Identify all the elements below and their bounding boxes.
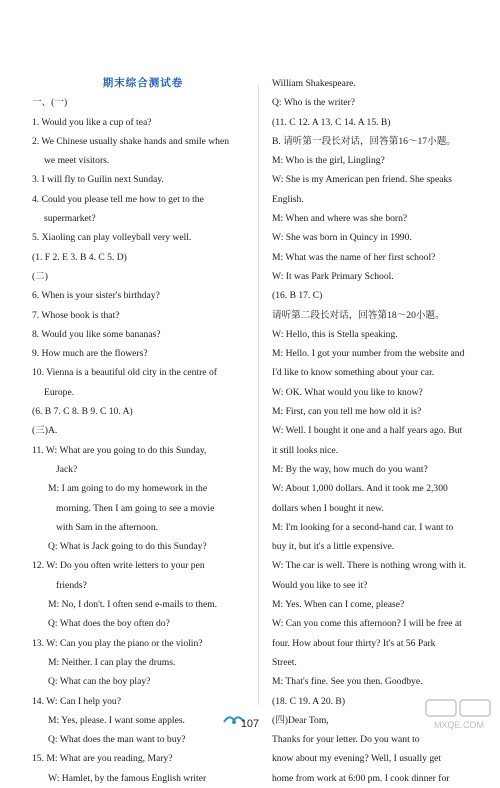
left-line: 12. W: Do you often write letters to your pen [32, 560, 205, 572]
right-line: (18. C 19. A 20. B) [272, 695, 346, 707]
left-line: 10. Vienna is a beautiful old city in the centre of [32, 367, 217, 379]
right-text-block [272, 74, 472, 788]
left-line: 11. W: What are you going to do this Sunday, [32, 444, 207, 456]
left-line: M: I am going to do my homework in the [48, 483, 208, 495]
right-line: W: Hello, this is Stella speaking. [272, 328, 398, 340]
left-line: Q: What does the man want to buy? [48, 734, 186, 746]
left-line: 15. M: What are you reading, Mary? [32, 753, 173, 765]
right-line: (11. C 12. A 13. C 14. A 15. B) [272, 116, 391, 128]
left-line: 一、(一) [32, 97, 68, 109]
right-line: M: Yes. When can I come, please? [272, 599, 405, 611]
left-line: with Sam in the afternoon. [56, 521, 159, 533]
left-line: Europe. [44, 386, 75, 398]
right-line: W: About 1,000 dollars. And it took me 2,300 [272, 483, 448, 495]
right-line: Q: Who is the writer? [272, 97, 355, 109]
right-column [272, 0, 472, 788]
left-line: W: Hamlet, by the famous English writer [48, 772, 207, 784]
left-line: M: Yes, please. I want some apples. [48, 714, 185, 726]
left-line: M: No, I don't. I often send e-mails to them. [48, 599, 218, 611]
right-line: M: I'm looking for a second-hand car. I want to [272, 521, 454, 533]
right-line: William Shakespeare. [272, 78, 356, 89]
left-line: Jack? [56, 463, 78, 475]
right-line: it still looks nice. [272, 444, 339, 456]
right-line: Thanks for your letter. Do you want to [272, 734, 420, 746]
right-line: (四)Dear Tom, [272, 714, 329, 726]
left-line: friends? [56, 579, 87, 591]
right-line: W: She was born in Quincy in 1990. [272, 232, 412, 244]
left-line: M: Neither. I can play the drums. [48, 656, 176, 668]
right-line: M: When and where was she born? [272, 213, 408, 225]
right-line: home from work at 6:00 pm. I cook dinner for [272, 772, 450, 784]
right-line: buy it, but it's a little expensive. [272, 541, 395, 553]
left-line: Q: What does the boy often do? [48, 618, 170, 630]
left-line: 9. How much are the flowers? [32, 348, 148, 360]
left-line: 5. Xiaoling can play volleyball very well. [32, 232, 192, 244]
right-line: W: OK. What would you like to know? [272, 386, 423, 398]
right-line: M: That's fine. See you then. Goodbye. [272, 676, 423, 688]
right-line: W: Well. I bought it one and a half years ago. But [272, 425, 463, 437]
left-line: Q: What can the boy play? [48, 676, 151, 688]
right-line: M: What was the name of her first school? [272, 251, 436, 263]
right-line: I'd like to know something about your car. [272, 367, 435, 379]
right-line: (16. B 17. C) [272, 290, 323, 302]
left-line: (1. F 2. E 3. B 4. C 5. D) [32, 251, 127, 263]
left-line: supermarket? [44, 213, 96, 225]
left-line: 2. We Chinese usually shake hands and smile when [32, 135, 230, 147]
watermark-logo-icon [424, 698, 494, 732]
right-line: W: The car is well. There is nothing wrong with it. [272, 560, 467, 572]
left-line: 7. Whose book is that? [32, 309, 120, 321]
left-line: morning. Then I am going to see a movie [56, 502, 215, 514]
right-line: dollars when I bought it new. [272, 502, 384, 514]
right-line: M: First, can you tell me how old it is? [272, 406, 422, 418]
left-text-block [32, 93, 254, 788]
section-title: 期末综合测试卷 [102, 77, 184, 89]
right-line: four. How about four thirty? It's at 56 Park [272, 637, 436, 649]
right-line: Would you like to see it? [272, 579, 368, 591]
right-line: Street. [272, 656, 297, 668]
left-column [32, 0, 254, 788]
left-line: 1. Would you like a cup of tea? [32, 116, 152, 128]
left-line: 3. I will fly to Guilin next Sunday. [32, 174, 164, 186]
left-line: (二) [32, 270, 48, 282]
left-line: Q: What is Jack going to do this Sunday? [48, 541, 207, 553]
left-line: 14. W: Can I help you? [32, 695, 121, 707]
page-number: 107 [240, 718, 260, 730]
right-line: W: Can you come this afternoon? I will be free at [272, 618, 462, 630]
right-line: English. [272, 193, 304, 205]
left-line: 6. When is your sister's birthday? [32, 290, 160, 302]
left-line: (6. B 7. C 8. B 9. C 10. A) [32, 406, 133, 418]
right-line: 请听第二段长对话，回答第18～20小题。 [272, 309, 445, 321]
left-line: we meet visitors. [44, 155, 110, 167]
left-line: 8. Would you like some bananas? [32, 328, 161, 340]
left-line: 13. W: Can you play the piano or the violin? [32, 637, 203, 649]
right-line: M: By the way, how much do you want? [272, 463, 428, 475]
right-line: M: Who is the girl, Lingling? [272, 155, 385, 167]
left-line: 4. Could you please tell me how to get to the [32, 193, 204, 205]
right-line: M: Hello. I got your number from the website and [272, 348, 465, 360]
right-line: B. 请听第一段长对话，回答第16～17小题。 [272, 135, 456, 147]
right-line: W: She is my American pen friend. She speaks [272, 174, 453, 186]
left-line: (三)A. [32, 425, 58, 437]
watermark-text: MXQE.COM [433, 720, 485, 730]
column-divider [258, 85, 259, 705]
right-line: W: It was Park Primary School. [272, 270, 394, 282]
right-line: know about my evening? Well, I usually get [272, 753, 442, 765]
